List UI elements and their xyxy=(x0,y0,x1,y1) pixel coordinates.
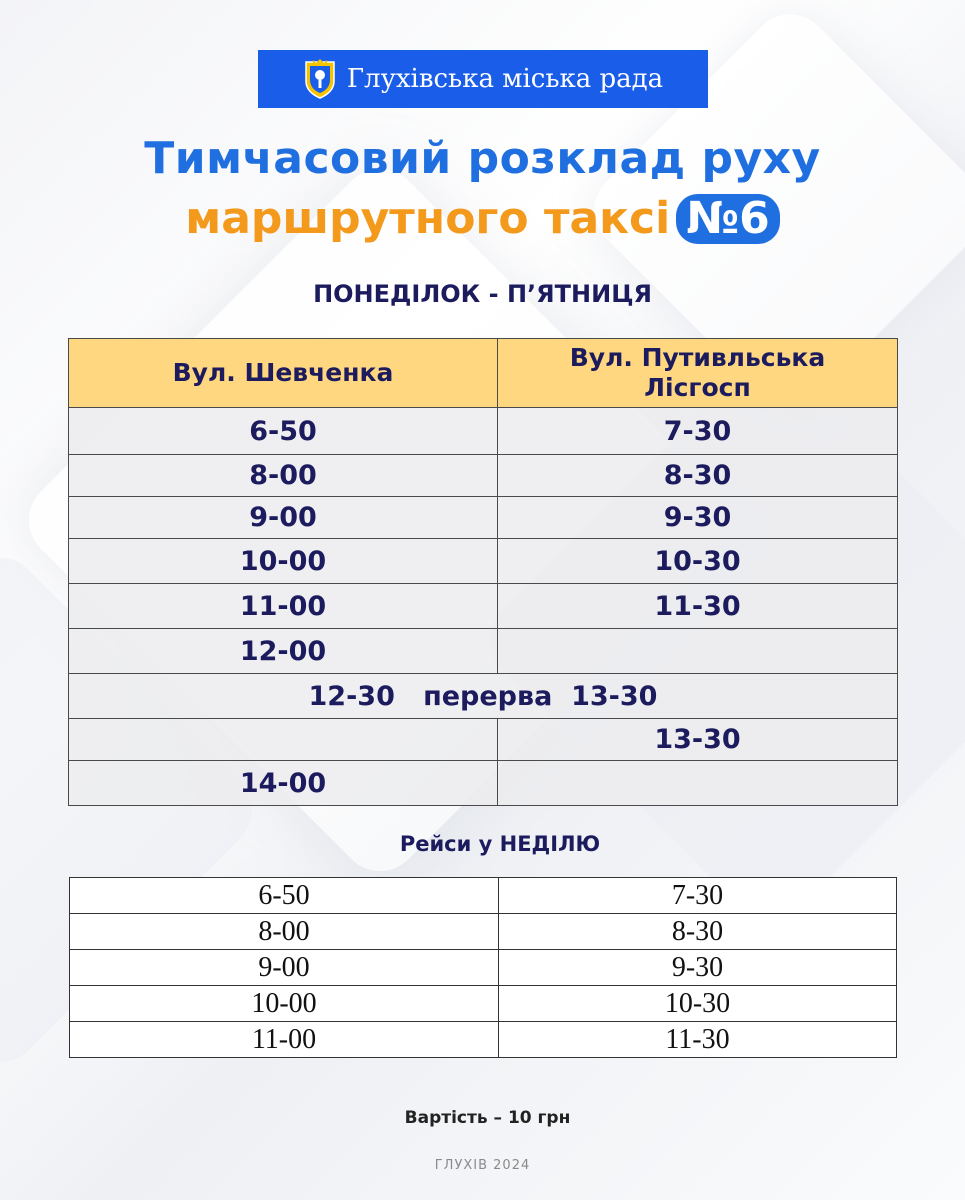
weekday-label: ПОНЕДІЛОК - П’ЯТНИЦЯ xyxy=(313,280,652,308)
departure-time: 7-30 xyxy=(499,878,897,914)
departure-time: 6-50 xyxy=(69,408,498,455)
table-row xyxy=(69,539,898,584)
table-row xyxy=(70,986,897,1022)
table-row xyxy=(70,950,897,986)
route-type: маршрутного таксі xyxy=(185,193,671,244)
org-header xyxy=(258,50,708,108)
table-row xyxy=(69,629,898,674)
departure-time: 11-00 xyxy=(70,1022,499,1058)
departure-time: 11-30 xyxy=(499,1022,897,1058)
departure-time: 7-30 xyxy=(498,408,898,455)
column-header-line: Вул. Путивльська xyxy=(569,343,826,372)
weekday-schedule-table xyxy=(68,338,898,806)
table-row xyxy=(69,455,898,497)
table-row xyxy=(69,761,898,806)
departure-time: 10-30 xyxy=(499,986,897,1022)
departure-time xyxy=(69,719,498,761)
departure-time: 13-30 xyxy=(498,719,898,761)
departure-time: 9-00 xyxy=(69,497,498,539)
departure-time: 6-50 xyxy=(70,878,499,914)
table-row xyxy=(69,719,898,761)
column-header-putyvlska xyxy=(498,339,898,408)
column-header-shevchenka: Вул. Шевченка xyxy=(69,339,498,408)
departure-time: 9-30 xyxy=(499,950,897,986)
table-row xyxy=(69,497,898,539)
schedule-subtitle xyxy=(0,193,965,244)
departure-time: 11-00 xyxy=(69,584,498,629)
departure-time: 10-00 xyxy=(69,539,498,584)
departure-time: 8-30 xyxy=(498,455,898,497)
table-header-row xyxy=(69,339,898,408)
departure-time: 10-00 xyxy=(70,986,499,1022)
departure-time: 12-00 xyxy=(69,629,498,674)
departure-time xyxy=(498,761,898,806)
table-row xyxy=(69,584,898,629)
table-row xyxy=(70,878,897,914)
table-row xyxy=(70,914,897,950)
fare-price: Вартість – 10 грн xyxy=(404,1108,571,1128)
schedule-title: Тимчасовий розклад руху xyxy=(144,133,821,184)
column-header-line: Лісгосп xyxy=(644,373,751,402)
departure-time: 8-00 xyxy=(69,455,498,497)
table-row xyxy=(70,1022,897,1058)
sunday-label: Рейси у НЕДІЛЮ xyxy=(399,832,601,856)
departure-time: 11-30 xyxy=(498,584,898,629)
departure-time: 8-30 xyxy=(499,914,897,950)
departure-time: 10-30 xyxy=(498,539,898,584)
coat-of-arms-icon xyxy=(303,59,337,99)
lunch-break: 12-30 перерва 13-30 xyxy=(69,674,898,719)
route-number-badge: №6 xyxy=(676,194,780,244)
footer-city-year: ГЛУХІВ 2024 xyxy=(434,1158,531,1173)
departure-time: 9-00 xyxy=(70,950,499,986)
org-name: Глухівська міська рада xyxy=(346,64,664,94)
break-row xyxy=(69,674,898,719)
departure-time xyxy=(498,629,898,674)
departure-time: 8-00 xyxy=(70,914,499,950)
table-row xyxy=(69,408,898,455)
sunday-schedule-table xyxy=(69,877,897,1058)
departure-time: 9-30 xyxy=(498,497,898,539)
departure-time: 14-00 xyxy=(69,761,498,806)
